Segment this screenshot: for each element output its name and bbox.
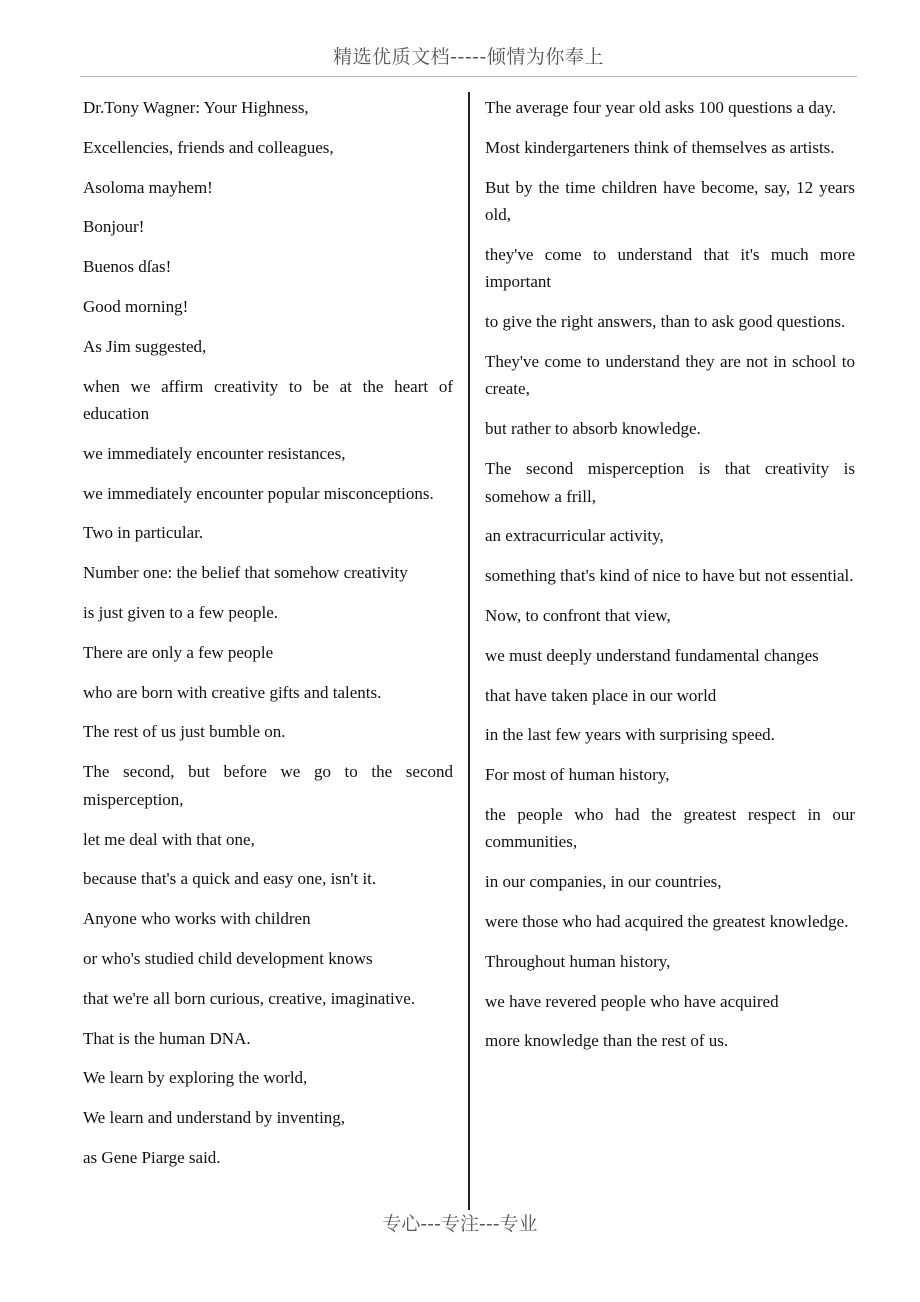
column-divider [468,92,470,1210]
text-line: is just given to a few people. [83,603,278,623]
text-line: The second, but before we go to the second misperception, [83,762,453,809]
text-line: to give the right answers, than to ask good questions. [485,312,846,332]
text-line: That is the human DNA. [83,1028,251,1048]
text-line: who are born with creative gifts and talents. [83,682,382,702]
text-line: But by the time children have become, say, 12 years old, [485,177,855,225]
text-line: or who's studied child development knows [83,948,373,968]
text-line: that have taken place in our world [485,685,717,705]
text-line: as Gene Piarge said. [83,1147,221,1167]
text-line: that we're all born curious, creative, imaginative. [83,988,416,1008]
text-line: For most of human history, [485,765,670,785]
text-line: Buenos dſas! [83,257,172,277]
text-line: we immediately encounter popular misconceptions. [83,483,434,503]
text-line: an extracurricular activity, [485,526,664,546]
text-line: the people who had the greatest respect in our communities, [485,804,855,852]
text-line: The average four year old asks 100 questions a day. [485,98,837,117]
text-line: Most kindergarteners think of themselves as artists. [485,137,835,157]
text-line: but rather to absorb knowledge. [485,419,701,439]
text-line: There are only a few people [83,642,274,662]
text-line: because that's a quick and easy one, isn't it. [83,869,377,889]
text-line: more knowledge than the rest of us. [485,1031,729,1051]
header-rule [80,76,857,77]
text-line: something that's kind of nice to have but not essential. [485,566,854,586]
text-line: in our companies, in our countries, [485,872,722,892]
text-line: let me deal with that one, [83,829,255,849]
text-line: when we affirm creativity to be at the heart of education [83,376,453,424]
text-line: We learn and understand by inventing, [83,1108,346,1128]
text-line: Excellencies, friends and colleagues, [83,137,334,157]
text-line: were those who had acquired the greatest knowledge. [485,912,849,932]
text-line: Good morning! [83,296,189,316]
text-line: we must deeply understand fundamental changes [485,645,819,665]
text-line: The second misperception is that creativity is somehow a frill, [485,459,855,506]
left-column [83,94,453,1184]
text-line: we immediately encounter resistances, [83,443,346,463]
text-line: Dr.Tony Wagner: Your Highness, [83,98,309,117]
text-line: Two in particular. [83,523,204,543]
text-line: The rest of us just bumble on. [83,722,286,742]
text-line: As Jim suggested, [83,336,207,356]
text-line: they've come to understand that it's much more important [485,244,855,292]
text-line: They've come to understand they are not in school to create, [485,351,855,399]
right-column [485,94,855,1067]
text-line: Now, to confront that view, [485,605,671,625]
text-line: Throughout human history, [485,951,671,971]
page-header: 精选优质文档-----倾情为你奉上 [333,46,604,68]
text-line: Bonjour! [83,217,145,237]
text-line: Asoloma mayhem! [83,177,213,197]
text-line: Number one: the belief that somehow creativity [83,563,408,583]
page-footer: 专心---专注---专业 [382,1213,538,1235]
text-line: We learn by exploring the world, [83,1068,308,1088]
text-line: Anyone who works with children [83,909,311,929]
text-line: we have revered people who have acquired [485,991,779,1011]
text-line: in the last few years with surprising speed. [485,725,775,745]
